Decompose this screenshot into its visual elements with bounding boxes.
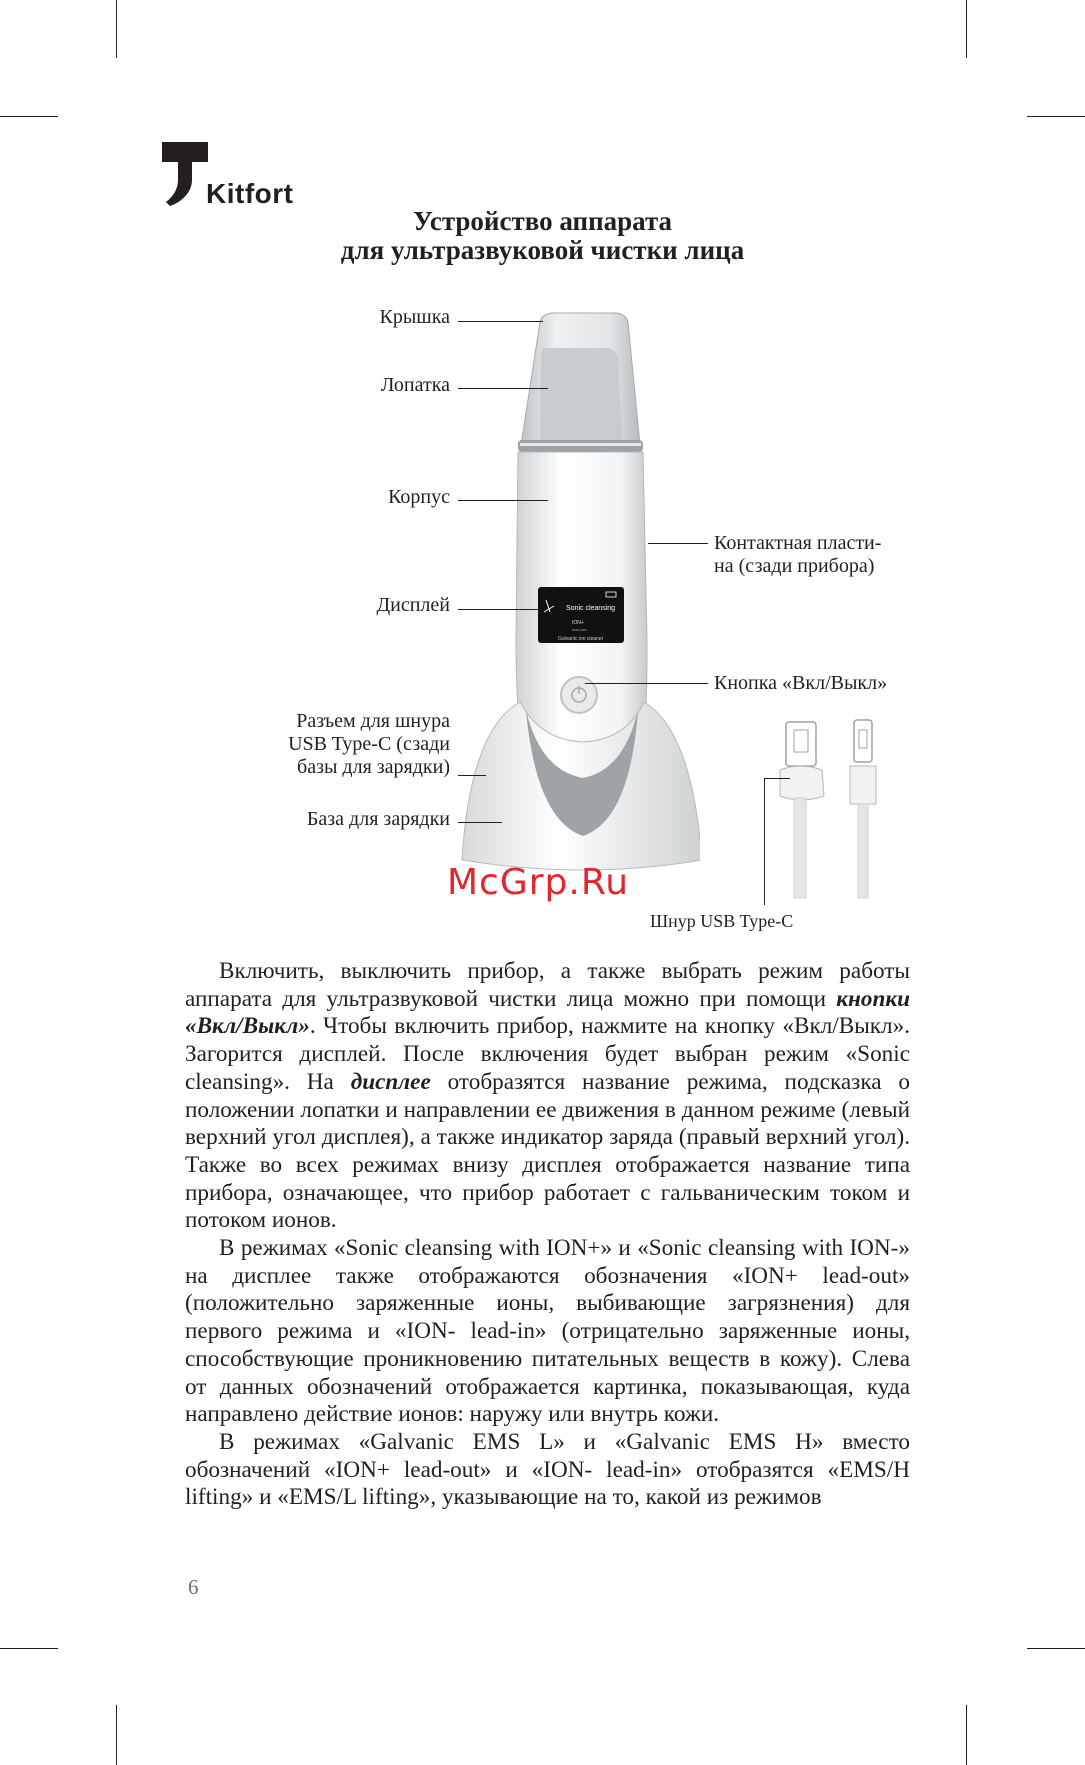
label-power-button: Кнопка «Вкл/Выкл» xyxy=(714,672,888,694)
display-ion-sub-text: lead-out xyxy=(572,627,587,632)
label-usb-port-line1: Разъем для шнура xyxy=(296,710,450,732)
paragraph-1-text: . Чтобы включить прибор, нажмите на кнопку «Вкл/Выкл». Загорится дисплей. После включения будет выбран режим «Sonic cleansing». На xyxy=(185,1013,910,1095)
label-usb-cable: Шнур USB Type-C xyxy=(650,911,794,931)
leader-line xyxy=(764,778,765,905)
display-footer-text: Galvanic ion cleaner xyxy=(558,636,604,642)
emphasis-display: дисплее xyxy=(350,1068,431,1095)
kitfort-logo-icon xyxy=(162,142,212,208)
crop-mark xyxy=(966,1705,967,1765)
label-usb-port xyxy=(220,710,450,779)
label-body: Корпус xyxy=(388,486,450,508)
paragraph-2: В режимах «Sonic cleansing with ION+» и «Sonic cleansing with ION-» на дисплее также отображаются обозначения «ION+ lead-out» (положительно заряженные ионы, выбивающие загрязнения) для первого режима и «ION- lead-in» (отрицательно заряженные ионы, способствующие проникновению питательных веществ в кожу). Слева от данных обозначений отображается картинка, показывающая, куда направлено действие ионов: наружу или внутрь кожи. xyxy=(185,1235,910,1428)
leader-line xyxy=(458,609,540,610)
leader-line xyxy=(585,683,708,684)
label-contact-plate xyxy=(714,532,881,578)
leader-line xyxy=(458,388,548,389)
brand-name: Kitfort xyxy=(206,178,294,209)
display-mode-text: Sonic cleansing xyxy=(566,605,616,612)
title-line-2: для ультразвуковой чистки лица xyxy=(340,235,745,265)
label-lid: Крышка xyxy=(379,306,450,328)
paragraph-1 xyxy=(185,958,910,1235)
leader-line xyxy=(458,822,502,823)
crop-mark xyxy=(0,1648,58,1649)
label-usb-port-line2: USB Type-C (сзади xyxy=(288,733,450,755)
crop-mark xyxy=(0,116,58,117)
crop-mark xyxy=(1027,1648,1085,1649)
leader-line xyxy=(458,321,543,322)
page-number: 6 xyxy=(188,1575,199,1599)
paragraph-1-text: Включить, выключить прибор, а также выбрать режим работы аппарата для ультразвуковой чистки лица можно при помощи xyxy=(185,958,910,1012)
label-contact-plate-line2: на (сзади прибора) xyxy=(714,555,875,577)
label-display: Дисплей xyxy=(376,594,450,616)
label-charging-base: База для зарядки xyxy=(306,808,450,830)
display-ion-text: ION+ xyxy=(572,620,584,626)
leader-line xyxy=(458,500,548,501)
emphasis-power-button: кнопки «Вкл/Выкл» xyxy=(185,985,910,1040)
label-spatula: Лопатка xyxy=(380,374,450,396)
leader-line xyxy=(648,543,708,544)
usb-cable-illustration xyxy=(770,712,890,902)
crop-mark xyxy=(966,0,967,58)
watermark: McGrp.Ru xyxy=(447,862,630,903)
label-usb-port-line3: базы для зарядки) xyxy=(297,756,450,778)
leader-line xyxy=(764,778,790,779)
label-contact-plate-line1: Контактная пласти- xyxy=(714,532,882,554)
paragraph-1-text: отобразятся название режима, подсказка о положении лопатки и направлении ее движения в данном режиме (левый верхний угол дисплея), а также индикатор заряда (правый верхний угол). Также во всех режимах внизу дисплея отображается название типа прибора, означающее, что прибор работает с гальваническим током и потоком ионов. xyxy=(185,1068,910,1234)
paragraph-3: В режимах «Galvanic EMS L» и «Galvanic EMS H» вместо обозначений «ION+ lead-out» и «ION- lead-in» отобразятся «EMS/H lifting» и «EMS/L lifting», указывающие на то, какой из режимов xyxy=(185,1428,910,1511)
crop-mark xyxy=(116,0,117,58)
crop-mark xyxy=(116,1705,117,1765)
crop-mark xyxy=(1027,116,1085,117)
device-illustration xyxy=(440,300,700,880)
title-line-1: Устройство аппарата xyxy=(412,206,673,236)
leader-line xyxy=(458,775,486,776)
page-title xyxy=(0,207,1085,265)
body-text xyxy=(185,958,910,1512)
